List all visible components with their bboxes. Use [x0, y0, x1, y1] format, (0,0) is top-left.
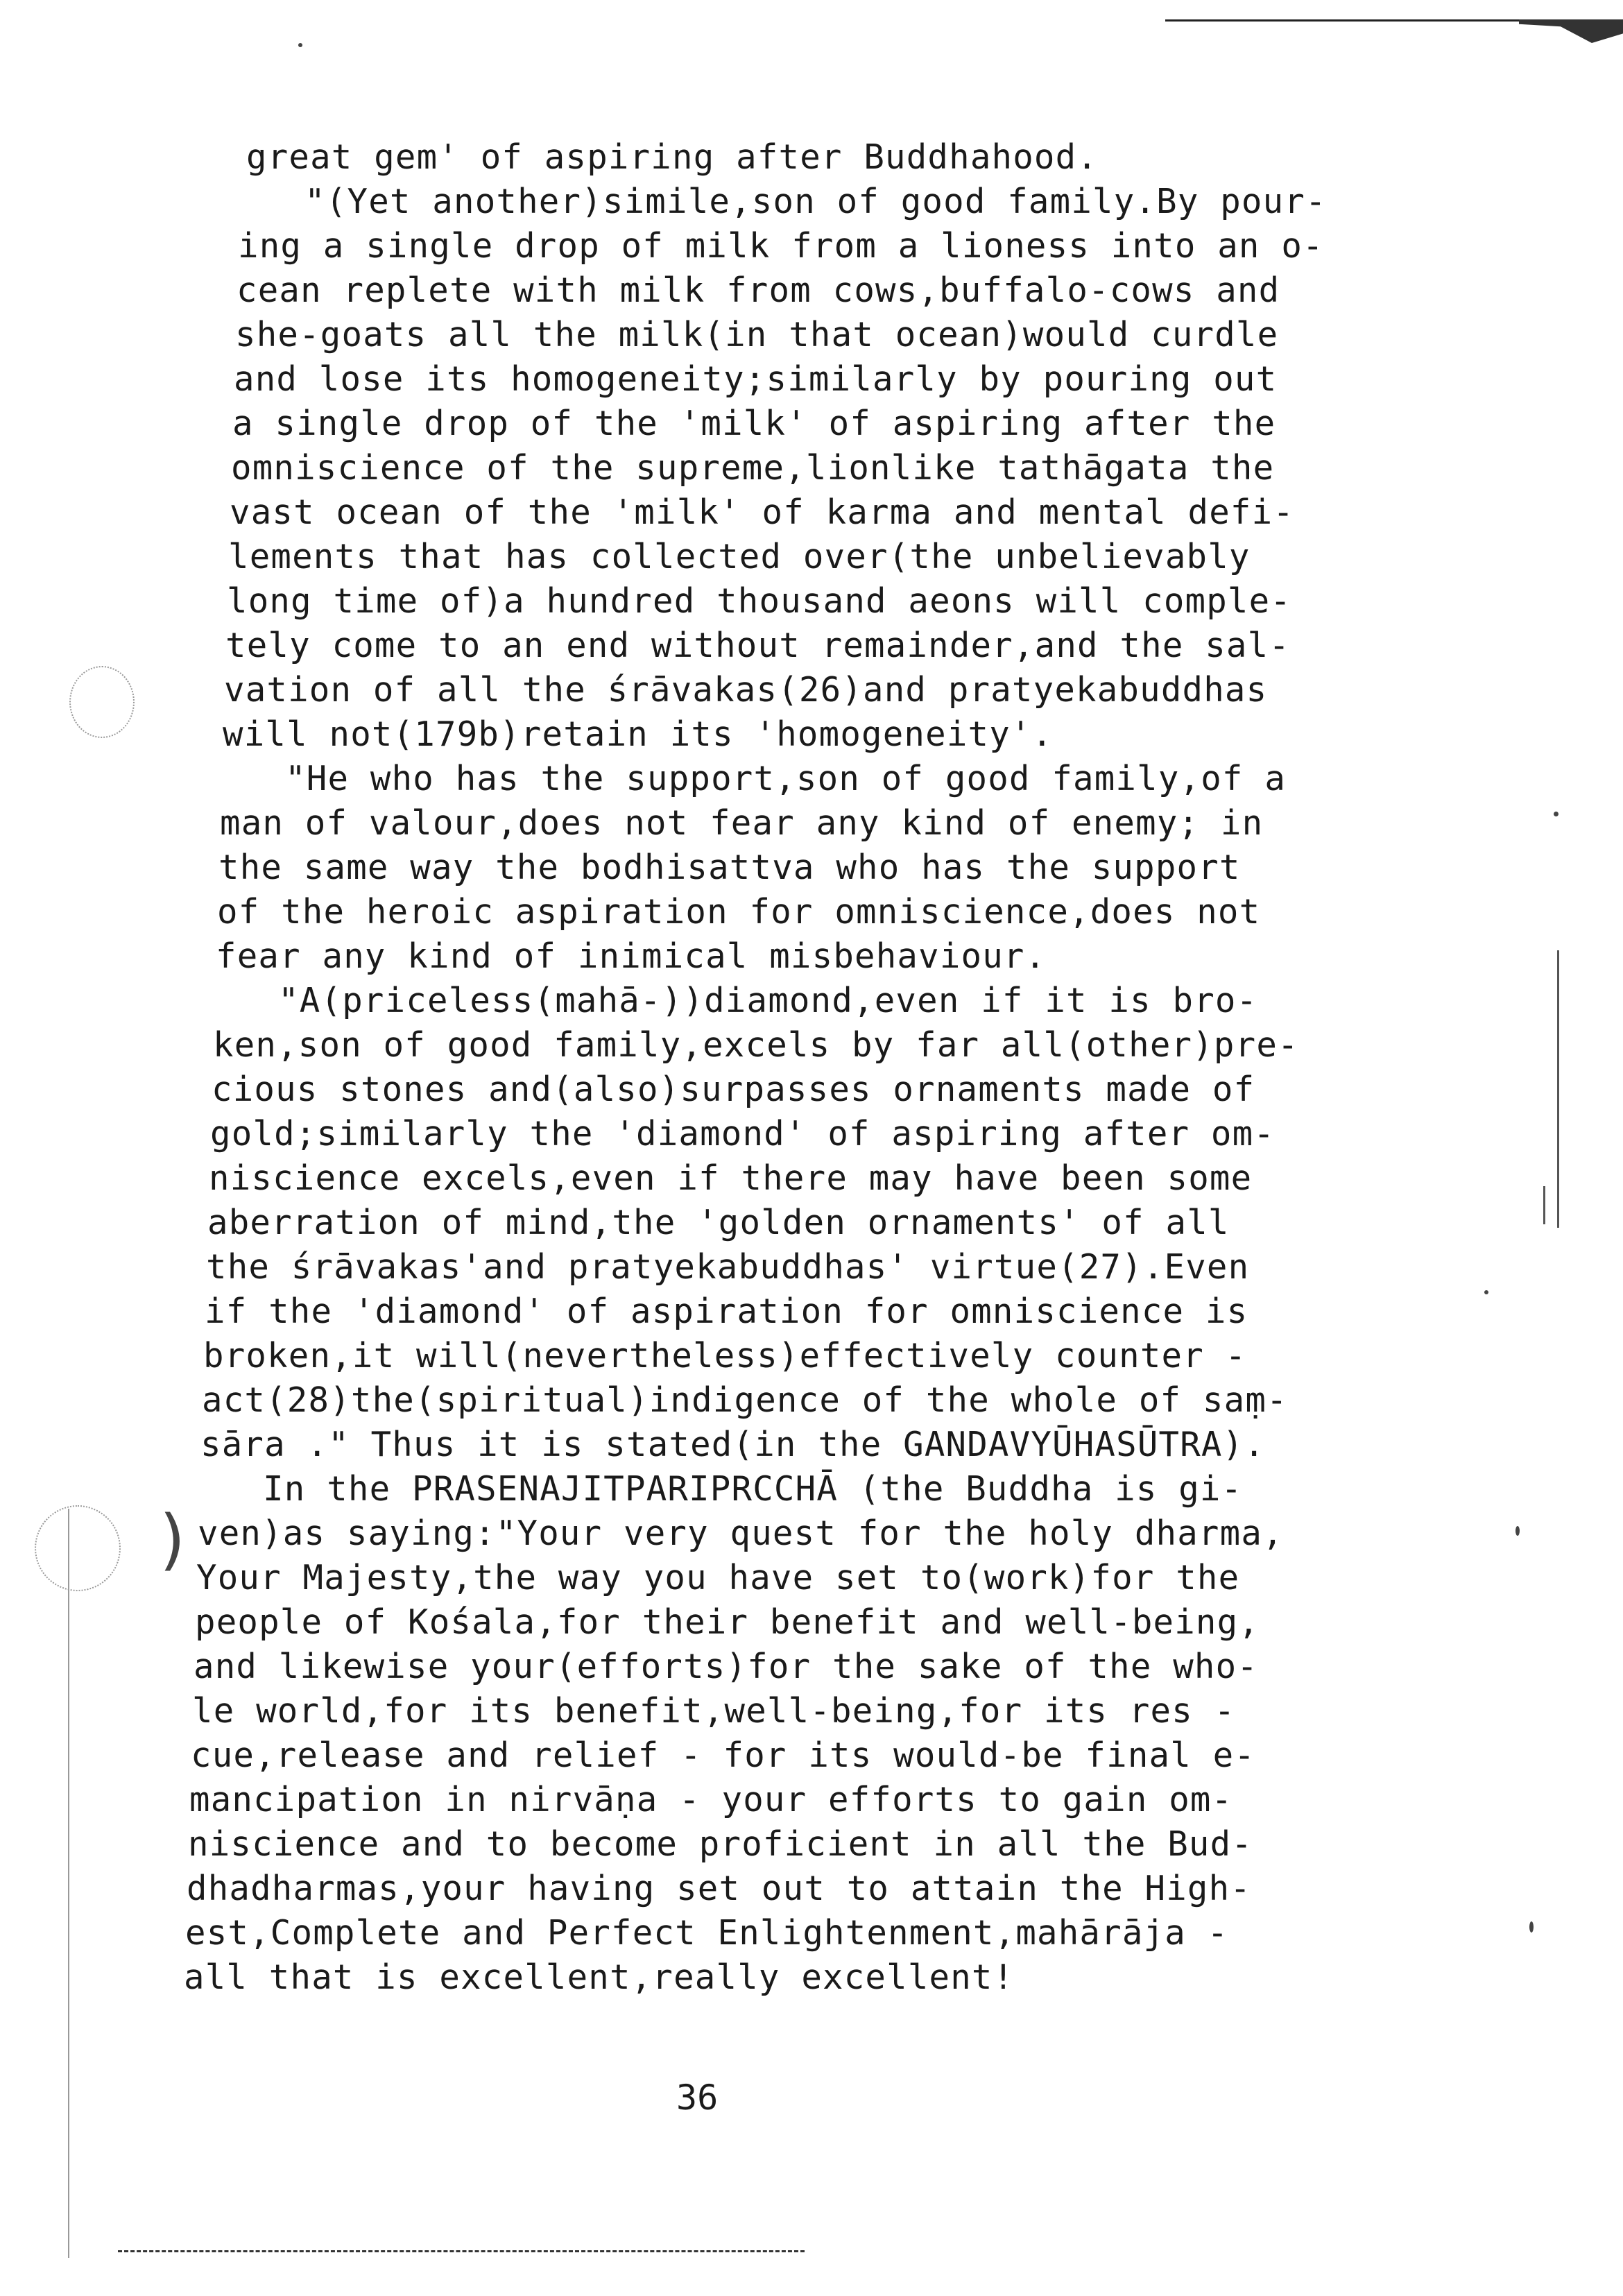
right-margin-line	[1557, 950, 1559, 1228]
text-line: all that is excellent,really excellent!	[184, 1957, 1015, 1997]
text-line: ven)as saying:"Your very quest for the holy dharma,	[198, 1514, 1284, 1553]
text-line: cious stones and(also)surpasses ornaments made of	[212, 1070, 1255, 1109]
top-edge-rule	[1165, 19, 1623, 26]
punch-hole-bottom	[35, 1505, 121, 1591]
text-line: broken,it will(nevertheless)effectively counter -	[203, 1336, 1247, 1376]
text-line: gold;similarly the 'diamond' of aspiring after om-	[210, 1114, 1276, 1154]
speck	[1529, 1921, 1534, 1933]
speck	[298, 43, 302, 47]
speck	[1515, 1526, 1520, 1536]
text-line: people of Kośala,for their benefit and well-being,	[195, 1602, 1260, 1642]
text-line: "A(priceless(mahā-))diamond,even if it is bro-	[214, 981, 1258, 1020]
text-line: "(Yet another)simile,son of good family.By pour-	[241, 182, 1327, 221]
left-margin-line	[68, 1509, 69, 2258]
text-line: aberration of mind,the 'golden ornaments' of all	[207, 1203, 1230, 1242]
text-line: omniscience of the supreme,lionlike tathāgata the	[231, 448, 1275, 488]
text-line: the śrāvakas'and pratyekabuddhas' virtue(27).Even	[206, 1247, 1250, 1287]
text-line: vast ocean of the 'milk' of karma and mental defi-	[230, 492, 1295, 532]
text-line: est,Complete and Perfect Enlightenment,mahārāja -	[185, 1913, 1229, 1953]
text-line: ken,son of good family,excels by far all(other)pre-	[213, 1025, 1299, 1065]
text-line: lements that has collected over(the unbelievably	[228, 537, 1251, 576]
bottom-edge-rule	[118, 2250, 805, 2256]
text-line: "He who has the support,son of good family,of a	[221, 759, 1287, 798]
text-line: she-goats all the milk(in that ocean)would curdle	[235, 315, 1279, 354]
text-line: the same way the bodhisattva who has the support	[218, 848, 1241, 887]
text-line: niscience excels,even if there may have been some	[209, 1158, 1253, 1198]
text-line: cue,release and relief - for its would-be final e-	[191, 1736, 1256, 1775]
text-line: dhadharmas,your having set out to attain the High-	[187, 1869, 1252, 1908]
right-margin-tick	[1543, 1186, 1545, 1224]
page-number: 36	[676, 2077, 719, 2118]
text-line: and lose its homogeneity;similarly by pouring out	[234, 359, 1278, 399]
text-line: if the 'diamond' of aspiration for omniscience is	[205, 1292, 1248, 1331]
text-line: In the PRASENAJITPARIPRCCHĀ (the Buddha is gi-	[199, 1469, 1243, 1509]
text-line: man of valour,does not fear any kind of enemy; in	[220, 803, 1264, 843]
text-line: vation of all the śrāvakas(26)and pratyekabuddhas	[224, 670, 1268, 710]
text-line: a single drop of the 'milk' of aspiring after the	[232, 404, 1276, 443]
text-line: ing a single drop of milk from a lioness into an o-	[238, 226, 1324, 266]
text-line: will not(179b)retain its 'homogeneity'.	[223, 714, 1054, 754]
text-line: mancipation in nirvāṇa - your efforts to gain om-	[189, 1780, 1233, 1819]
speck	[1554, 812, 1558, 816]
text-line: fear any kind of inimical misbehaviour.	[216, 936, 1047, 976]
text-line: tely come to an end without remainder,and the sal-	[225, 626, 1291, 665]
text-line: act(28)the(spiritual)indigence of the whole of saṃ-	[202, 1380, 1288, 1420]
text-line: long time of)a hundred thousand aeons will comple-	[227, 581, 1292, 621]
text-line: of the heroic aspiration for omniscience,does not	[217, 892, 1261, 932]
text-line: niscience and to become proficient in all the Bud-	[188, 1824, 1253, 1864]
text-line: cean replete with milk from cows,buffalo-cows and	[237, 271, 1280, 310]
punch-hole-top	[69, 666, 135, 738]
left-margin-bracket: )	[160, 1502, 186, 1578]
text-line: and likewise your(efforts)for the sake of the who-	[194, 1647, 1259, 1686]
text-line: le world,for its benefit,well-being,for its res -	[192, 1691, 1236, 1731]
speck	[1484, 1290, 1488, 1294]
text-line: Your Majesty,the way you have set to(work)for the	[196, 1558, 1240, 1597]
text-line: great gem' of aspiring after Buddhahood.	[246, 137, 1099, 177]
text-line: sāra ." Thus it is stated(in the GANDAVYŪHASŪTRA).	[200, 1425, 1266, 1464]
